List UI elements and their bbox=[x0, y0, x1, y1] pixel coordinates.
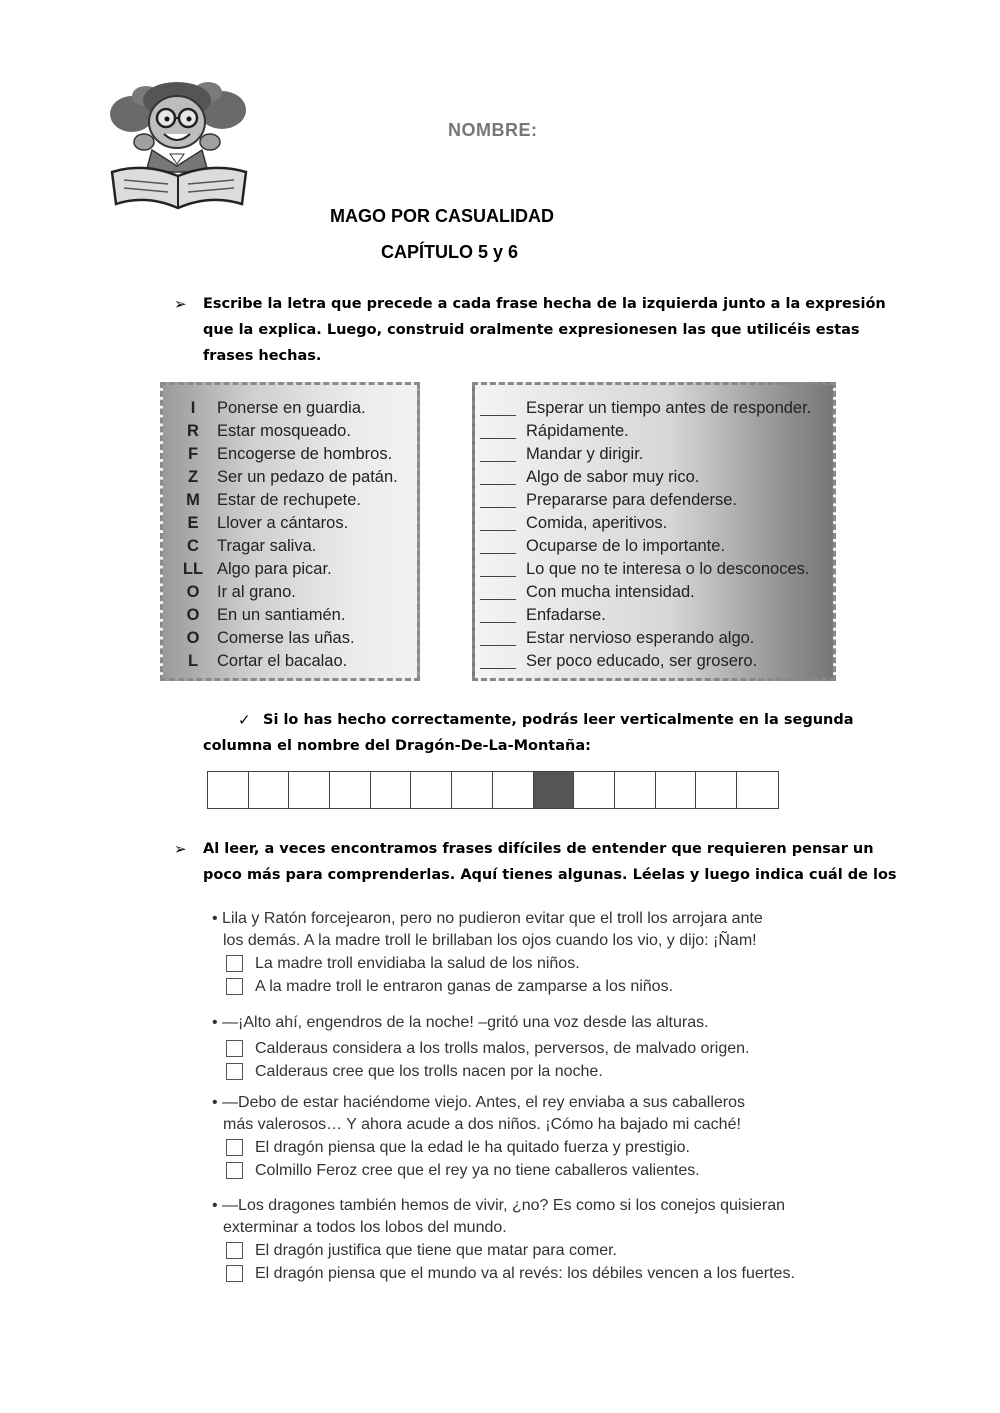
meaning-text: Lo que no te interesa o lo desconoces. bbox=[526, 559, 810, 578]
option-text: Calderaus cree que los trolls nacen por la noche. bbox=[255, 1062, 603, 1080]
answer-blank[interactable] bbox=[480, 516, 516, 531]
answer-option bbox=[212, 975, 763, 998]
chapter-title: CAPÍTULO 5 y 6 bbox=[381, 242, 519, 262]
question-text: • —Los dragones también hemos de vivir, ¿no? Es como si los conejos quisieran bbox=[212, 1197, 785, 1214]
phrase-letter: F bbox=[187, 444, 199, 463]
phrase-row bbox=[178, 650, 347, 672]
instruction-1-line: que la explica. Luego, construid oralmente expresionesen las que utilicéis estas bbox=[203, 322, 860, 338]
option-checkbox[interactable] bbox=[226, 1162, 243, 1179]
meaning-row bbox=[480, 650, 757, 672]
phrase-letter: E bbox=[187, 513, 199, 532]
option-checkbox[interactable] bbox=[226, 1265, 243, 1282]
phrase-letter: O bbox=[186, 605, 200, 624]
phrase-text: Estar mosqueado. bbox=[217, 421, 351, 440]
meaning-row bbox=[480, 581, 695, 603]
option-text: Calderaus considera a los trolls malos, perversos, de malvado origen. bbox=[255, 1039, 750, 1057]
phrase-text: Encogerse de hombros. bbox=[217, 444, 393, 463]
meaning-row bbox=[480, 397, 811, 419]
meaning-text: Ocuparse de lo importante. bbox=[526, 536, 726, 555]
phrase-letter: LL bbox=[182, 559, 204, 578]
grid-cell[interactable] bbox=[208, 772, 249, 808]
option-checkbox[interactable] bbox=[226, 1063, 243, 1080]
phrase-row bbox=[178, 581, 296, 603]
answer-blank[interactable] bbox=[480, 608, 516, 623]
instruction-2-line: poco más para comprenderlas. Aquí tienes algunas. Léelas y luego indica cuál de los bbox=[203, 867, 897, 883]
name-label: NOMBRE: bbox=[448, 120, 538, 140]
answer-option bbox=[212, 1136, 745, 1159]
phrase-row bbox=[178, 512, 348, 534]
phrase-row bbox=[178, 604, 345, 626]
option-checkbox[interactable] bbox=[226, 1040, 243, 1057]
question-text: • —¡Alto ahí, engendros de la noche! –gritó una voz desde las alturas. bbox=[212, 1014, 709, 1031]
meaning-text: Rápidamente. bbox=[526, 421, 629, 440]
book-title: MAGO POR CASUALIDAD bbox=[330, 206, 554, 226]
answer-blank[interactable] bbox=[480, 539, 516, 554]
answer-blank[interactable] bbox=[480, 493, 516, 508]
answer-option bbox=[212, 1262, 795, 1285]
option-checkbox[interactable] bbox=[226, 955, 243, 972]
dragon-name-grid bbox=[207, 771, 779, 809]
phrase-letter: L bbox=[187, 651, 199, 670]
phrase-text: Cortar el bacalao. bbox=[217, 651, 348, 670]
question-3 bbox=[212, 1092, 745, 1182]
meaning-row bbox=[480, 627, 754, 649]
question-1 bbox=[212, 908, 763, 998]
phrases-column bbox=[160, 382, 420, 681]
meaning-text: Estar nervioso esperando algo. bbox=[526, 628, 755, 647]
instruction-2-line: Al leer, a veces encontramos frases difíciles de entender que requieren pensar un bbox=[203, 841, 874, 857]
meaning-text: Algo de sabor muy rico. bbox=[526, 467, 700, 486]
phrase-letter: Z bbox=[187, 467, 199, 486]
meaning-row bbox=[480, 443, 643, 465]
grid-cell[interactable] bbox=[656, 772, 697, 808]
answer-blank[interactable] bbox=[480, 631, 516, 646]
phrase-row bbox=[178, 397, 366, 419]
meaning-text: Esperar un tiempo antes de responder. bbox=[526, 398, 812, 417]
phrase-text: Ponerse en guardia. bbox=[217, 398, 366, 417]
meaning-text: Mandar y dirigir. bbox=[526, 444, 644, 463]
phrase-text: Comerse las uñas. bbox=[217, 628, 355, 647]
check-mark: ✓ bbox=[238, 711, 251, 729]
answer-option bbox=[212, 1159, 745, 1182]
meaning-row bbox=[480, 604, 606, 626]
phrase-letter: R bbox=[187, 421, 199, 440]
phrase-letter: O bbox=[186, 582, 200, 601]
grid-cell[interactable] bbox=[696, 772, 737, 808]
meaning-row bbox=[480, 420, 629, 442]
grid-cell-separator bbox=[534, 772, 575, 808]
instruction-1-line: frases hechas. bbox=[203, 348, 322, 364]
phrase-text: Tragar saliva. bbox=[217, 536, 317, 555]
question-text: • —Debo de estar haciéndome viejo. Antes, el rey enviaba a sus caballeros bbox=[212, 1094, 746, 1111]
answer-option bbox=[212, 1060, 749, 1083]
meaning-row bbox=[480, 512, 667, 534]
question-2 bbox=[212, 1012, 749, 1083]
grid-cell[interactable] bbox=[330, 772, 371, 808]
answer-option bbox=[212, 1239, 795, 1262]
meaning-text: Prepararse para defenderse. bbox=[526, 490, 737, 509]
option-text: El dragón piensa que el mundo va al revés: los débiles vencen a los fuertes. bbox=[255, 1264, 795, 1282]
meaning-text: Ser poco educado, ser grosero. bbox=[526, 651, 758, 670]
phrase-row bbox=[178, 420, 351, 442]
phrase-text: Llover a cántaros. bbox=[217, 513, 349, 532]
option-text: El dragón justifica que tiene que matar para comer. bbox=[255, 1241, 617, 1259]
meaning-row bbox=[480, 535, 725, 557]
phrase-text: Estar de rechupete. bbox=[217, 490, 362, 509]
instruction-2 bbox=[203, 836, 897, 888]
child-reading-illustration bbox=[104, 80, 254, 212]
grid-cell[interactable] bbox=[615, 772, 656, 808]
phrase-letter: O bbox=[186, 628, 200, 647]
question-4 bbox=[212, 1195, 795, 1285]
instruction-1-bullet: ➢ bbox=[174, 295, 187, 313]
check-note-line2: columna el nombre del Dragón-De-La-Montaña: bbox=[203, 738, 591, 754]
meaning-text: Con mucha intensidad. bbox=[526, 582, 695, 601]
grid-cell[interactable] bbox=[249, 772, 290, 808]
meaning-text: Comida, aperitivos. bbox=[526, 513, 668, 532]
instruction-2-bullet: ➢ bbox=[174, 840, 187, 858]
answer-blank[interactable] bbox=[480, 401, 516, 416]
phrase-row bbox=[178, 558, 332, 580]
answer-option bbox=[212, 952, 763, 975]
instruction-1-line: Escribe la letra que precede a cada frase hecha de la izquierda junto a la expresión bbox=[203, 296, 886, 312]
question-text: • Lila y Ratón forcejearon, pero no pudieron evitar que el troll los arrojara ante bbox=[212, 910, 763, 927]
option-text: A la madre troll le entraron ganas de zamparse a los niños. bbox=[255, 977, 674, 995]
phrase-row bbox=[178, 466, 398, 488]
option-text: El dragón piensa que la edad le ha quitado fuerza y prestigio. bbox=[255, 1138, 690, 1156]
meaning-row bbox=[480, 466, 699, 488]
meanings-column bbox=[472, 382, 836, 681]
answer-blank[interactable] bbox=[480, 585, 516, 600]
phrase-row bbox=[178, 489, 361, 511]
phrase-text: Algo para picar. bbox=[217, 559, 332, 578]
question-text: exterminar a todos los lobos del mundo. bbox=[223, 1219, 507, 1236]
question-text: más valerosos… Y ahora acude a dos niños. ¡Cómo ha bajado mi caché! bbox=[223, 1116, 741, 1133]
option-text: Colmillo Feroz cree que el rey ya no tiene caballeros valientes. bbox=[255, 1161, 700, 1179]
answer-blank[interactable] bbox=[480, 562, 516, 577]
phrase-text: Ser un pedazo de patán. bbox=[217, 467, 398, 486]
instruction-1 bbox=[203, 291, 886, 369]
phrase-row bbox=[178, 627, 355, 649]
grid-cell[interactable] bbox=[493, 772, 534, 808]
grid-cell[interactable] bbox=[737, 772, 778, 808]
grid-cell[interactable] bbox=[289, 772, 330, 808]
option-checkbox[interactable] bbox=[226, 1139, 243, 1156]
phrase-letter: I bbox=[190, 398, 196, 417]
answer-option bbox=[212, 1037, 749, 1060]
check-note-line1: Si lo has hecho correctamente, podrás leer verticalmente en la segunda bbox=[263, 712, 854, 728]
phrase-text: Ir al grano. bbox=[217, 582, 296, 601]
meaning-row bbox=[480, 489, 737, 511]
option-text: La madre troll envidiaba la salud de los niños. bbox=[255, 954, 580, 972]
phrase-row bbox=[178, 535, 316, 557]
answer-blank[interactable] bbox=[480, 654, 516, 669]
grid-cell[interactable] bbox=[574, 772, 615, 808]
grid-cell[interactable] bbox=[411, 772, 452, 808]
option-checkbox[interactable] bbox=[226, 1242, 243, 1259]
phrase-letter: C bbox=[187, 536, 199, 555]
question-text: los demás. A la madre troll le brillaban los ojos cuando los vio, y dijo: ¡Ñam! bbox=[223, 932, 757, 949]
answer-blank[interactable] bbox=[480, 470, 516, 485]
meaning-text: Enfadarse. bbox=[526, 605, 606, 624]
grid-cell[interactable] bbox=[452, 772, 493, 808]
grid-cell[interactable] bbox=[371, 772, 412, 808]
phrase-text: En un santiamén. bbox=[217, 605, 346, 624]
meaning-row bbox=[480, 558, 809, 580]
phrase-letter: M bbox=[186, 490, 200, 509]
answer-blank[interactable] bbox=[480, 447, 516, 462]
answer-blank[interactable] bbox=[480, 424, 516, 439]
option-checkbox[interactable] bbox=[226, 978, 243, 995]
phrase-row bbox=[178, 443, 392, 465]
